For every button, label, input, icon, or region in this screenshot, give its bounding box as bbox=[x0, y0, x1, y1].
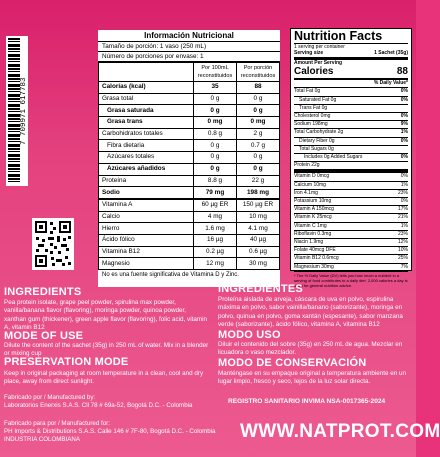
info-row bbox=[99, 258, 280, 270]
info-row-per100: 0 g bbox=[194, 140, 237, 152]
info-row-perserving: 0 mg bbox=[237, 117, 280, 129]
info-row-perserving: 0.7 g bbox=[237, 140, 280, 152]
info-col2-header: Por porción reconstituidos bbox=[237, 63, 280, 82]
info-row bbox=[99, 140, 280, 152]
nf-vitamin-row bbox=[294, 190, 408, 198]
info-row-perserving: 0 g bbox=[237, 93, 280, 105]
manufactured-for-address: PH Imports & Distributions S.A.S. Calle 146 # 7F-80, Bogotá D.C. - Colombia bbox=[4, 427, 216, 435]
ingredients-text-en: Pea protein isolate, grape peel powder, spirulina max powder, vanilla/banana flavor (flavoring), moringa powder, quinoa powder, xanthan gum (thickener), green apple flavor (flavoring), folic acid, vitamin A, vitamin B12 bbox=[4, 299, 207, 331]
nf-nutrient-label: Total Fat 0g bbox=[294, 88, 321, 95]
info-row-perserving: 0.6 µg bbox=[237, 246, 280, 258]
info-row bbox=[99, 163, 280, 175]
info-row-per100: 0 g bbox=[194, 105, 237, 117]
nf-vitamin-label: Vitamin C 1mg bbox=[294, 222, 327, 229]
registro-sanitario: REGISTRO SANITARIO INVIMA NSA-0017365-2024 bbox=[228, 398, 386, 405]
nf-nutrient-label: Cholesterol 0mg bbox=[294, 113, 331, 120]
info-row-perserving: 4.1 mg bbox=[237, 223, 280, 235]
info-row-perserving: 88 bbox=[237, 82, 280, 94]
preservation-heading-es: MODO DE CONSERVACIÓN bbox=[218, 357, 367, 369]
nf-nutrient-dv: 0% bbox=[400, 137, 408, 144]
nf-vitamin-row bbox=[294, 239, 408, 247]
info-row-perserving: 30 mg bbox=[237, 258, 280, 270]
info-row-label: Azúcares totales bbox=[99, 152, 194, 164]
nf-vitamin-dv: 0% bbox=[400, 173, 408, 180]
info-row-per100: 0 g bbox=[194, 152, 237, 164]
info-row-per100: 60 µg ER bbox=[194, 199, 237, 211]
info-row-per100: 0.8 g bbox=[194, 128, 237, 140]
info-row-label: Sodio bbox=[99, 187, 194, 199]
info-row-per100: 4 mg bbox=[194, 211, 237, 223]
manufactured-by-label: Fabricado por / Manufactured by: bbox=[4, 394, 96, 401]
info-row-per100: 16 µg bbox=[194, 234, 237, 246]
nf-nutrient-row bbox=[294, 146, 408, 154]
nf-vitamin-label: Calcium 10mg bbox=[294, 181, 326, 188]
nf-nutrient-label: Total Carbohydrate 2g bbox=[294, 129, 344, 136]
nf-vitamin-dv: 0% bbox=[400, 198, 408, 205]
preservation-text-en: Keep in original packaging at room temperature in a clean, cool and dry place, away from direct sunlight. bbox=[4, 370, 204, 386]
info-row-perserving: 2 g bbox=[237, 128, 280, 140]
info-row-perserving: 150 µg ER bbox=[237, 199, 280, 211]
nf-vitamin-dv: 1% bbox=[400, 181, 408, 188]
nf-nutrient-row bbox=[294, 97, 408, 105]
info-header-row bbox=[99, 63, 280, 82]
preservation-text-es: Manténgase en su empaque original a temperatura ambiente en un lugar limpio, fresco y seco, lejos de la luz solar directa. bbox=[218, 370, 406, 386]
nf-nutrient-label: Trans Fat 0g bbox=[299, 104, 328, 111]
nf-vitamin-dv: 17% bbox=[397, 206, 408, 213]
info-row bbox=[99, 246, 280, 258]
nf-nutrient-dv: 9% bbox=[400, 121, 408, 128]
nf-vitamin-row bbox=[294, 264, 408, 272]
info-col1-header: Por 100mL reconstituidos bbox=[194, 63, 237, 82]
nf-nutrient-label: Saturated Fat 0g bbox=[299, 96, 337, 103]
info-row bbox=[99, 93, 280, 105]
nf-nutrient-row bbox=[294, 121, 408, 129]
nf-nutrient-row bbox=[294, 88, 408, 96]
manufactured-for-label: Fabricado para por / Manufactured for: bbox=[4, 420, 110, 427]
nf-vitamin-label: Vitamin D 0mcg bbox=[294, 173, 330, 180]
info-footer: No es una fuente significativa de Vitamina D y Zinc. bbox=[102, 272, 239, 278]
mode-of-use-heading-es: MODO USO bbox=[218, 329, 281, 341]
nf-vitamin-label: Magnesium 30mg bbox=[294, 263, 334, 270]
info-row bbox=[99, 128, 280, 140]
nf-vitamin-dv: 21% bbox=[397, 214, 408, 221]
nf-vitamin-label: Iron 4.1mg bbox=[294, 189, 318, 196]
nf-nutrient-dv: 0% bbox=[400, 113, 408, 120]
info-row bbox=[99, 175, 280, 187]
nf-nutrient-dv: 0% bbox=[400, 96, 408, 103]
nf-calories-row bbox=[294, 66, 408, 80]
nf-vitamin-row bbox=[294, 173, 408, 181]
info-row-per100: 12 mg bbox=[194, 258, 237, 270]
nf-vitamin-label: Riboflavin 0.3mg bbox=[294, 230, 332, 237]
nf-nutrient-row bbox=[294, 129, 408, 137]
info-row bbox=[99, 152, 280, 164]
info-row-per100: 35 bbox=[194, 82, 237, 94]
info-row-label: Hierro bbox=[99, 223, 194, 235]
info-row bbox=[99, 105, 280, 117]
info-row-label: Proteína bbox=[99, 175, 194, 187]
nf-vitamin-dv: 23% bbox=[397, 189, 408, 196]
nutrition-facts-panel bbox=[290, 28, 412, 288]
nf-title: Nutrition Facts bbox=[294, 30, 408, 44]
info-row bbox=[99, 199, 280, 211]
ingredients-text-es: Proteína aislada de arveja, cáscara de uva en polvo, espirulina máxima en polvo, sabor vainilla/banano (saborizante), moringa en polvo, quinua en polvo, goma xantán (espesante), sabor manzana verde (saborizante), ácido fólico, vitamina A, vitamina B12 bbox=[218, 296, 403, 328]
info-row-per100: 0 g bbox=[194, 93, 237, 105]
nf-calories-label: Calories bbox=[294, 66, 334, 78]
nf-serving-size-row bbox=[294, 50, 408, 60]
info-row-perserving: 198 mg bbox=[237, 187, 280, 199]
nf-nutrient-label: Protein 22g bbox=[294, 162, 320, 169]
info-row-perserving: 40 µg bbox=[237, 234, 280, 246]
barcode-number: 7 709971 617783 bbox=[20, 77, 28, 145]
informacion-nutricional-table bbox=[98, 30, 280, 287]
nf-vitamin-dv: 7% bbox=[400, 263, 408, 270]
website-link[interactable]: WWW.NATPROT.COM bbox=[240, 421, 440, 442]
info-row bbox=[99, 211, 280, 223]
nf-footnote: * The % Daily Value (DV) tells you how much a nutrient in a serving of food contributes to a daily diet. 2,000 calories a day is used for general nutrition advice. bbox=[294, 272, 408, 288]
nf-vitamin-label: Vitamin A 150mcg bbox=[294, 206, 334, 213]
nf-vitamin-row bbox=[294, 223, 408, 231]
info-serving-size: Tamaño de porción: 1 vaso (250 mL) bbox=[98, 42, 280, 52]
info-row-perserving: 10 mg bbox=[237, 211, 280, 223]
info-title: Información Nutricional bbox=[98, 30, 280, 42]
nf-vitamin-dv: 25% bbox=[397, 255, 408, 262]
nf-nutrient-label: Total Sugars 0g bbox=[299, 145, 334, 152]
nf-nutrient-dv: 0% bbox=[400, 154, 408, 161]
info-row-perserving: 0 g bbox=[237, 163, 280, 175]
info-row-label: Magnesio bbox=[99, 258, 194, 270]
barcode bbox=[6, 36, 28, 186]
mode-of-use-text-en: Dilute the content of the sachet (35g) in 250 mL of water. Mix in a blender or mixing cup bbox=[4, 342, 209, 358]
nf-vitamin-row bbox=[294, 206, 408, 214]
mode-of-use-heading-en: MODE OF USE bbox=[4, 330, 84, 342]
nf-vitamin-label: Folate 40mcg DFE bbox=[294, 247, 336, 254]
ingredients-heading-es: INGREDIENTES bbox=[218, 283, 303, 295]
nf-nutrient-row bbox=[294, 113, 408, 121]
nf-vitamin-row bbox=[294, 214, 408, 222]
info-row-label: Ácido fólico bbox=[99, 234, 194, 246]
info-row-per100: 1.6 mg bbox=[194, 223, 237, 235]
info-row-label: Grasa trans bbox=[99, 117, 194, 129]
nf-vitamin-dv: 10% bbox=[397, 247, 408, 254]
info-row-per100: 0 mg bbox=[194, 117, 237, 129]
info-row-per100: 8.8 g bbox=[194, 175, 237, 187]
info-row-per100: 0.2 µg bbox=[194, 246, 237, 258]
info-row-per100: 0 g bbox=[194, 163, 237, 175]
ingredients-heading-en: INGREDIENTS bbox=[4, 286, 82, 298]
info-row-label: Fibra dietaria bbox=[99, 140, 194, 152]
manufactured-by-address: Laboratorios Enerxis S.A.S. Cll 78 # 69a-52, Bogotá D.C. - Colombia bbox=[4, 401, 193, 409]
nf-vitamin-label: Potassium 10mg bbox=[294, 198, 332, 205]
nf-nutrient-row bbox=[294, 154, 408, 162]
info-row-label: Calorías (kcal) bbox=[99, 82, 194, 94]
info-row bbox=[99, 117, 280, 129]
nf-calories-value: 88 bbox=[396, 66, 408, 78]
nf-amount-label: Amount Per Serving bbox=[294, 60, 343, 67]
nf-dv-header: % Daily Value* bbox=[294, 80, 408, 88]
preservation-heading-en: PRESERVATION MODE bbox=[4, 356, 129, 368]
nf-nutrient-label: Sodium 198mg bbox=[294, 121, 328, 128]
info-row-label: Vitamina A bbox=[99, 199, 194, 211]
info-row-label: Carbohidratos totales bbox=[99, 128, 194, 140]
info-row-label: Grasa total bbox=[99, 93, 194, 105]
nf-nutrient-label: Dietary Fiber 0g bbox=[299, 137, 335, 144]
nf-vitamin-row bbox=[294, 198, 408, 206]
info-row bbox=[99, 187, 280, 199]
info-row-perserving: 0 g bbox=[237, 105, 280, 117]
industria-colombiana: INDUSTRIA COLOMBIANA bbox=[4, 435, 80, 443]
info-row-label: Vitamina B12 bbox=[99, 246, 194, 258]
nf-nutrient-row bbox=[294, 138, 408, 146]
info-row bbox=[99, 223, 280, 235]
barcode-bars bbox=[8, 38, 20, 184]
info-row-per100: 79 mg bbox=[194, 187, 237, 199]
nf-vitamin-label: Vitamin B12 0.6mcg bbox=[294, 255, 339, 262]
nf-vitamin-row bbox=[294, 255, 408, 263]
nf-vitamin-dv: 12% bbox=[397, 239, 408, 246]
nf-serving-size-label: Serving size bbox=[294, 50, 324, 56]
info-row bbox=[99, 234, 280, 246]
nf-vitamin-label: Niacin 1.9mg bbox=[294, 239, 324, 246]
nf-servings-per: 1 serving per container bbox=[294, 44, 345, 50]
mode-of-use-text-es: Diluir el contenido del sobre (35g) en 250 mL de agua. Mezclar en licuadora o vaso mezclador. bbox=[218, 341, 403, 357]
info-row-perserving: 0 g bbox=[237, 152, 280, 164]
nf-nutrient-dv: 1% bbox=[400, 129, 408, 136]
nf-vitamin-dv: 23% bbox=[397, 230, 408, 237]
info-row-label: Grasa saturada bbox=[99, 105, 194, 117]
nf-nutrient-row bbox=[294, 162, 408, 171]
qr-code[interactable] bbox=[32, 218, 74, 270]
nf-nutrient-row bbox=[294, 105, 408, 113]
nf-nutrient-label: Includes 0g Added Sugars bbox=[304, 154, 363, 161]
info-row-label: Calcio bbox=[99, 211, 194, 223]
nf-vitamin-row bbox=[294, 247, 408, 255]
manufactured-by bbox=[4, 394, 224, 410]
nf-serving-size-value: 1 Sachet (35g) bbox=[374, 50, 408, 56]
nf-nutrient-dv: 0% bbox=[400, 88, 408, 95]
nf-vitamin-label: Vitamin K 25mcg bbox=[294, 214, 332, 221]
manufactured-for bbox=[4, 420, 226, 443]
nf-vitamin-row bbox=[294, 231, 408, 239]
nf-vitamin-row bbox=[294, 182, 408, 190]
info-row-perserving: 22 g bbox=[237, 175, 280, 187]
info-row-label: Azúcares añadidos bbox=[99, 163, 194, 175]
info-servings: Número de porciones por envase: 1 bbox=[98, 52, 280, 62]
info-row bbox=[99, 82, 280, 94]
nf-vitamin-dv: 1% bbox=[400, 222, 408, 229]
